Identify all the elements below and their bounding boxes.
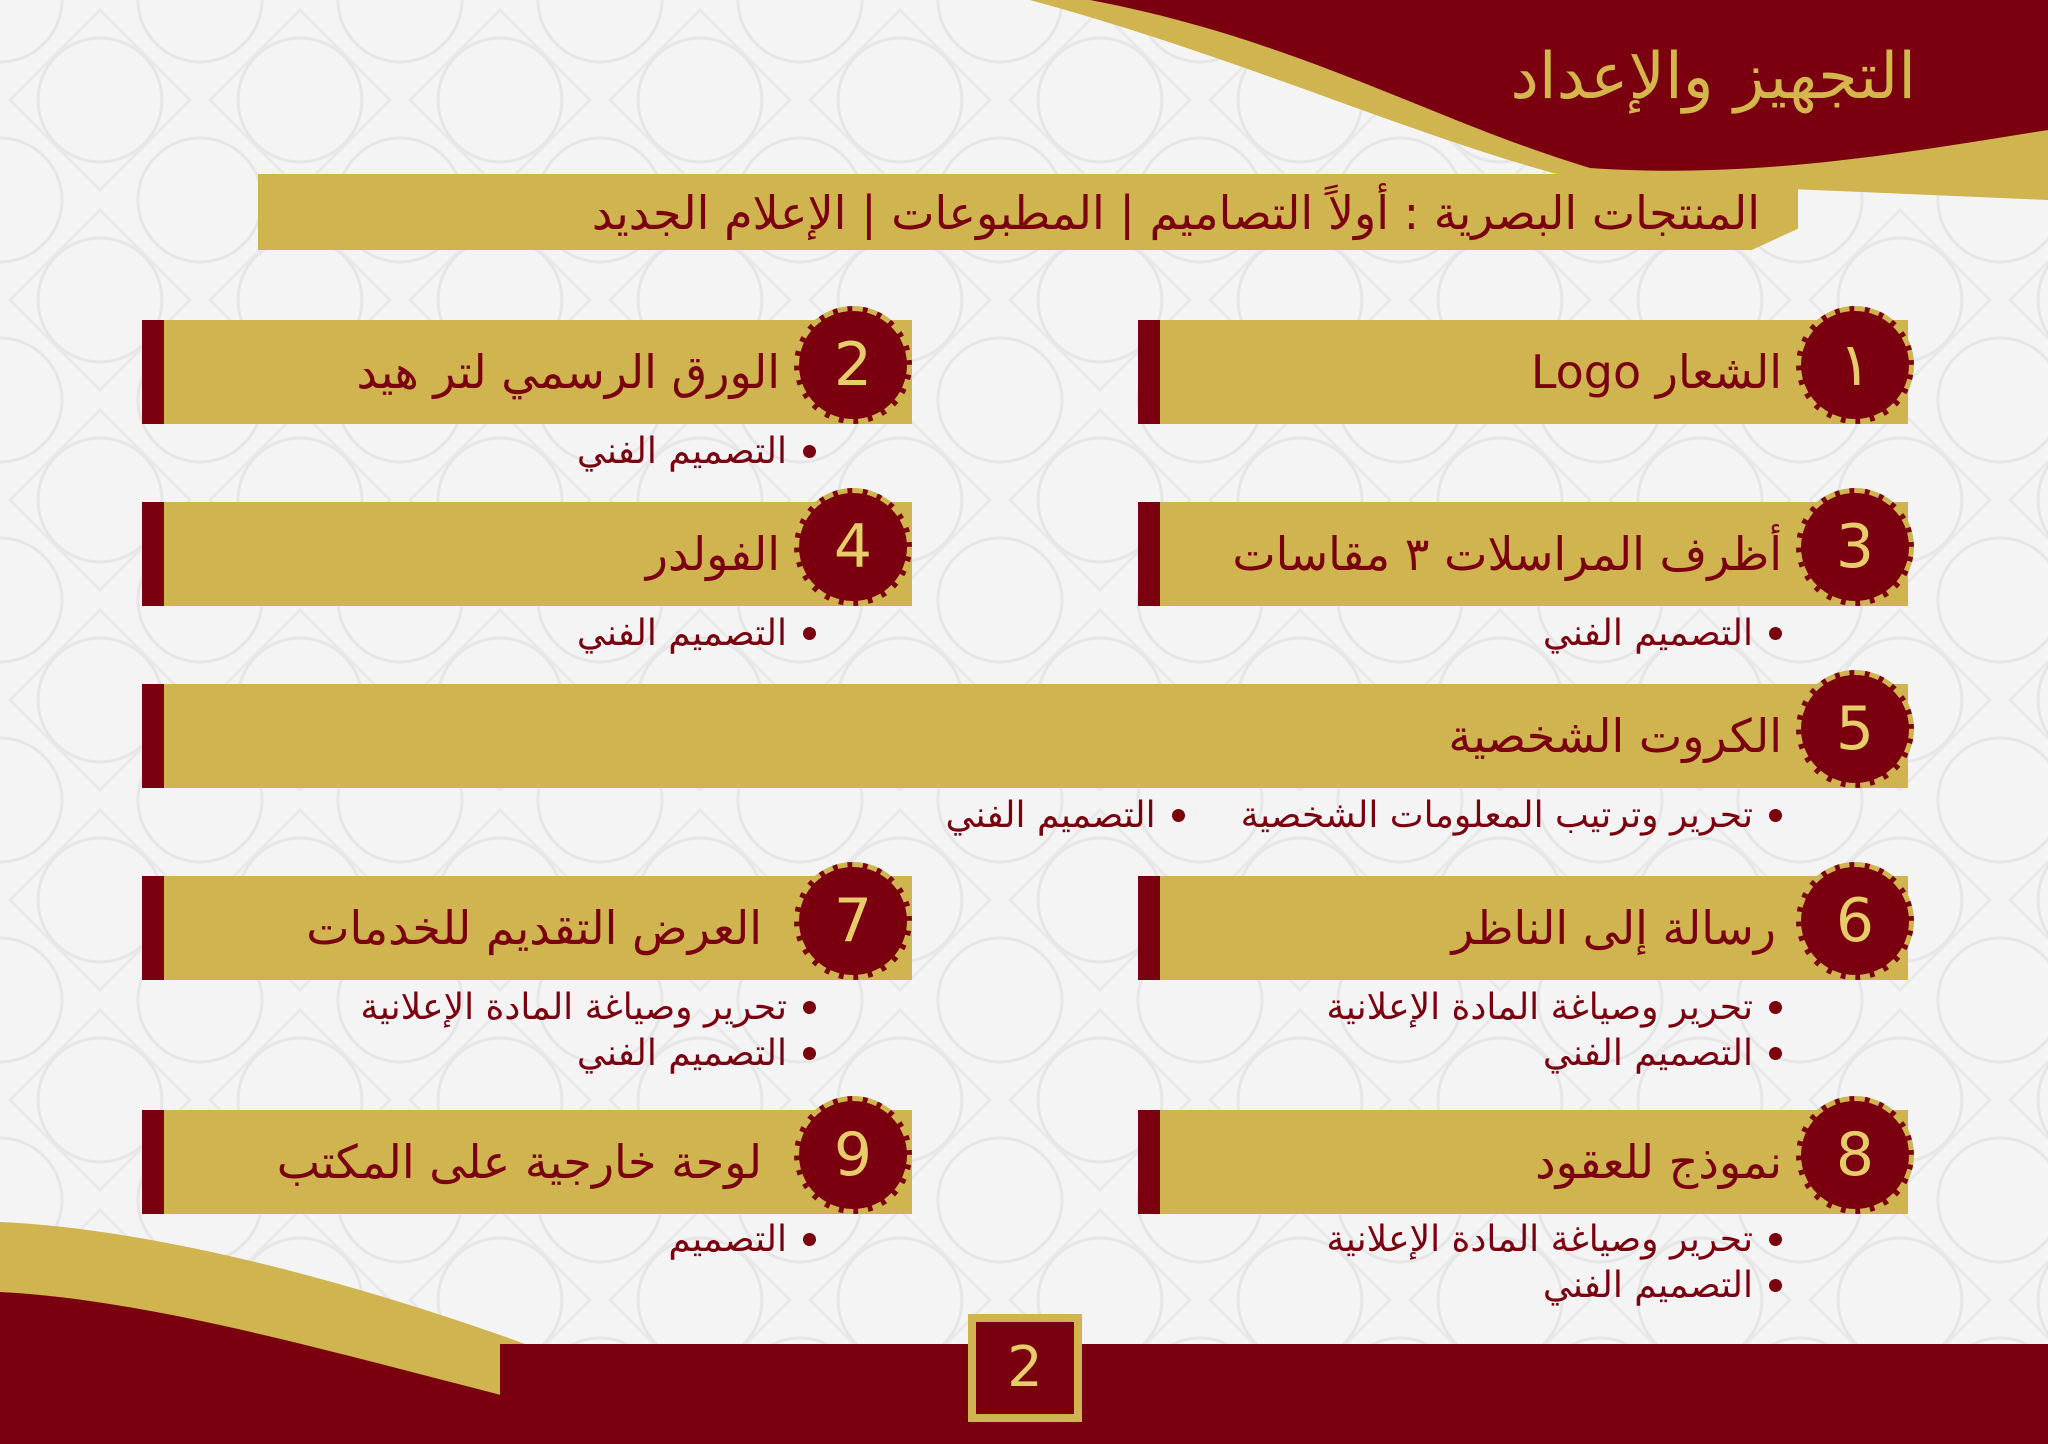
- item-envelopes: [1138, 502, 1908, 606]
- item-number-badge: 8: [1796, 1096, 1914, 1214]
- item-logo: [1138, 320, 1908, 424]
- item-band: [1138, 1110, 1908, 1214]
- item-number-badge: 9: [794, 1096, 912, 1214]
- bullet-item: تحرير وصياغة المادة الإعلانية: [1326, 984, 1782, 1030]
- header-title: التجهيز والإعداد: [1510, 40, 1916, 114]
- item-bullets: [1326, 984, 1782, 1076]
- page-number-box: [968, 1314, 1082, 1422]
- item-title: العرض التقديم للخدمات: [306, 901, 762, 955]
- bullet-item: التصميم الفني: [945, 792, 1184, 838]
- item-title: لوحة خارجية على المكتب: [276, 1135, 762, 1189]
- item-bullets: [1543, 610, 1782, 656]
- item-bullets: [945, 792, 1782, 838]
- bullet-item: التصميم الفني: [1543, 610, 1782, 656]
- item-office-sign: [142, 1110, 912, 1214]
- item-number-badge: ١: [1796, 306, 1914, 424]
- item-number-badge: 3: [1796, 488, 1914, 606]
- item-title: رسالة إلى الناظر: [1451, 901, 1776, 955]
- page-number: 2: [976, 1322, 1074, 1414]
- item-title: الشعار Logo: [1530, 345, 1782, 399]
- bullet-item: تحرير وصياغة المادة الإعلانية: [1326, 1216, 1782, 1262]
- item-services-presentation: [142, 876, 912, 980]
- bullet-item: تحرير وترتيب المعلومات الشخصية: [1241, 792, 1782, 838]
- item-bullets: [577, 610, 816, 656]
- item-title: أظرف المراسلات ٣ مقاسات: [1232, 527, 1782, 581]
- item-number-badge: 5: [1796, 670, 1914, 788]
- item-title: الفولدر: [645, 527, 780, 581]
- bullet-item: التصميم الفني: [1326, 1030, 1782, 1076]
- item-bullets: [360, 984, 816, 1076]
- bullet-item: التصميم الفني: [1326, 1262, 1782, 1308]
- bullet-item: التصميم: [668, 1216, 816, 1262]
- item-number-badge: 4: [794, 488, 912, 606]
- item-principal-letter: [1138, 876, 1908, 980]
- item-bullets: [577, 428, 816, 474]
- item-folder: [142, 502, 912, 606]
- bullet-item: التصميم الفني: [577, 610, 816, 656]
- bullet-item: التصميم الفني: [577, 428, 816, 474]
- item-bullets: [1326, 1216, 1782, 1308]
- item-business-cards: [142, 684, 1908, 788]
- item-band: [1138, 320, 1908, 424]
- item-bullets: [668, 1216, 816, 1262]
- item-title: الورق الرسمي لتر هيد: [356, 345, 780, 399]
- item-number-badge: 2: [794, 306, 912, 424]
- subtitle-text: المنتجات البصرية : أولاً التصاميم | المطبوعات | الإعلام الجديد: [591, 186, 1760, 240]
- bullet-item: التصميم الفني: [360, 1030, 816, 1076]
- bullet-item: تحرير وصياغة المادة الإعلانية: [360, 984, 816, 1030]
- item-title: نموذج للعقود: [1535, 1135, 1782, 1189]
- item-number-badge: 6: [1796, 862, 1914, 980]
- item-number-badge: 7: [794, 862, 912, 980]
- item-contract-template: [1138, 1110, 1908, 1214]
- item-title: الكروت الشخصية: [1448, 709, 1782, 763]
- item-letterhead: [142, 320, 912, 424]
